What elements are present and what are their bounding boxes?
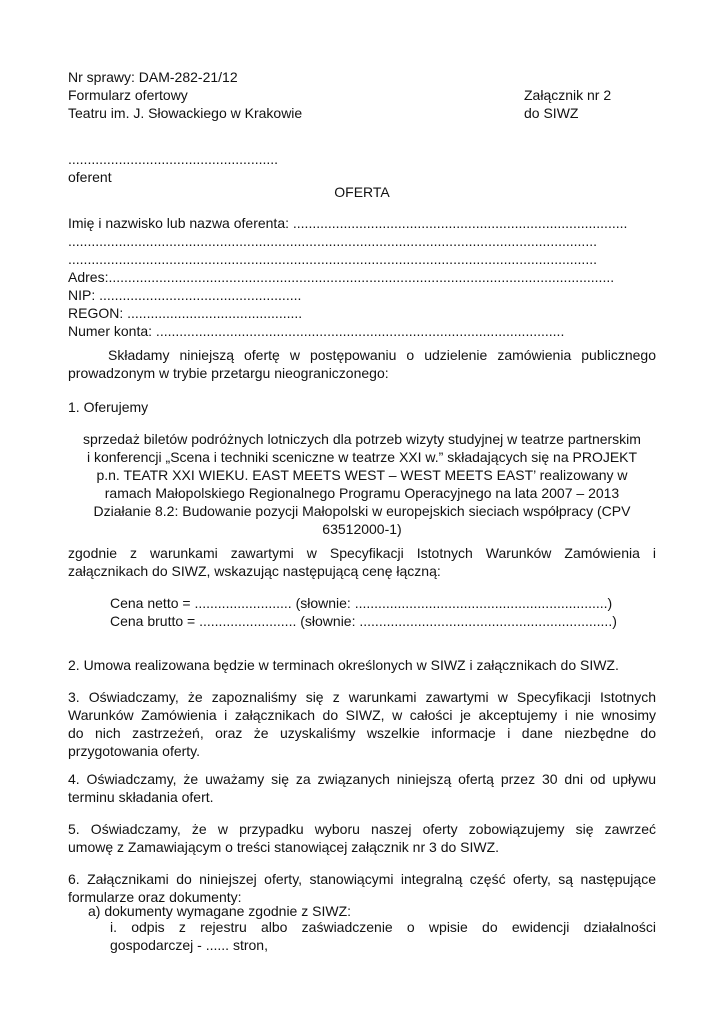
offer-subject-line: 63512000-1): [322, 521, 402, 537]
offer-subject-line: sprzedaż biletów podróżnych lotniczych dla potrzeb wizyty studyjnej w teatrze partnerskim: [83, 431, 641, 447]
section-6-item-a: a) dokumenty wymagane zgodnie z SIWZ:: [88, 903, 352, 919]
section-6-item-a-i-line-2: gospodarczej - ...... stron,: [110, 937, 268, 953]
theatre-name: Teatru im. J. Słowackiego w Krakowie: [68, 105, 303, 121]
section-6-line: 6. Załącznikami do niniejszej oferty, stanowiącymi integralną część oferty, są następujące: [68, 871, 656, 887]
section-3-line: przygotowania oferty.: [68, 743, 201, 759]
section-3-line: Warunków Zamówienia i załącznikach do SIWZ, w całości je akceptujemy i nie wnosimy: [68, 707, 656, 723]
document-title: OFERTA: [334, 184, 390, 200]
section-1-heading: 1. Oferujemy: [68, 399, 149, 415]
offer-subject-line: ramach Małopolskiego Regionalnego Programu Operacyjnego na lata 2007 – 2013: [104, 485, 620, 501]
section-5-line: 5. Oświadczamy, że w przypadku wyboru naszej oferty zobowiązujemy się zawrzeć: [68, 821, 656, 837]
price-gross: Cena brutto = ......................... (słownie: .................................................................): [110, 613, 617, 629]
section-6-item-a-i-line-1: i. odpis z rejestru albo zaświadczenie o wpisie do ewidencji działalności: [110, 919, 656, 935]
offer-subject-line: i konferencji „Scena i techniki sceniczne w teatrze XXI w.” składających się na PROJEKT: [86, 449, 638, 465]
address-field: Adres:..................................................................................................................................: [68, 269, 615, 285]
bidder-name-field: Imię i nazwisko lub nazwa oferenta: ......................................................................................: [68, 215, 628, 231]
nip-field: NIP: ....................................................: [68, 287, 302, 303]
bidder-label: oferent: [68, 169, 112, 185]
case-number: Nr sprawy: DAM-282-21/12: [68, 69, 238, 85]
form-title: Formularz ofertowy: [68, 87, 188, 103]
attachment-number: Załącznik nr 2: [524, 87, 612, 103]
section-2-text: 2. Umowa realizowana będzie w terminach określonych w SIWZ i załącznikach do SIWZ.: [68, 657, 619, 673]
intro-line-2: prowadzonym w trybie przetargu nieograniczonego:: [68, 365, 389, 381]
terms-line-1: zgodnie z warunkami zawartymi w Specyfikacji Istotnych Warunków Zamówienia i: [68, 545, 656, 561]
bidder-name-continuation-1: ........................................................................................................................................: [68, 233, 597, 249]
offer-subject: [68, 430, 656, 538]
price-net: Cena netto = ......................... (słownie: .................................................................): [110, 595, 613, 611]
intro-line-1: Składamy niniejszą ofertę w postępowaniu o udzielenie zamówienia publicznego: [108, 347, 656, 363]
offer-subject-line: p.n. TEATR XXI WIEKU. EAST MEETS WEST – WEST MEETS EAST’ realizowany w: [96, 467, 628, 483]
section-4-line: terminu składania ofert.: [68, 789, 214, 805]
regon-field: REGON: .............................................: [68, 305, 303, 321]
bidder-name-continuation-2: ........................................................................................................................................: [68, 251, 597, 267]
offer-subject-line: Działanie 8.2: Budowanie pozycji Małopolski w europejskich sieciach współpracy (CPV: [93, 503, 631, 519]
section-5-line: umowę z Zamawiającym o treści stanowiącej załącznik nr 3 do SIWZ.: [68, 839, 500, 855]
section-6-line: formularze oraz dokumenty:: [68, 889, 242, 905]
account-number-field: Numer konta: .........................................................................................................: [68, 323, 565, 339]
section-4-line: 4. Oświadczamy, że uważamy się za związanych niniejszą ofertą przez 30 dni od upływu: [68, 771, 656, 787]
attachment-reference: do SIWZ: [524, 105, 579, 121]
section-3-line: 3. Oświadczamy, że zapoznaliśmy się z warunkami zawartymi w Specyfikacji Istotnych: [68, 689, 656, 705]
terms-line-2: załącznikach do SIWZ, wskazując następującą cenę łączną:: [68, 563, 441, 579]
bidder-dots: ......................................................: [68, 151, 279, 167]
section-3-line: do nich zastrzeżeń, oraz że uzyskaliśmy wszelkie informacje i dane niezbędne do: [68, 725, 656, 741]
